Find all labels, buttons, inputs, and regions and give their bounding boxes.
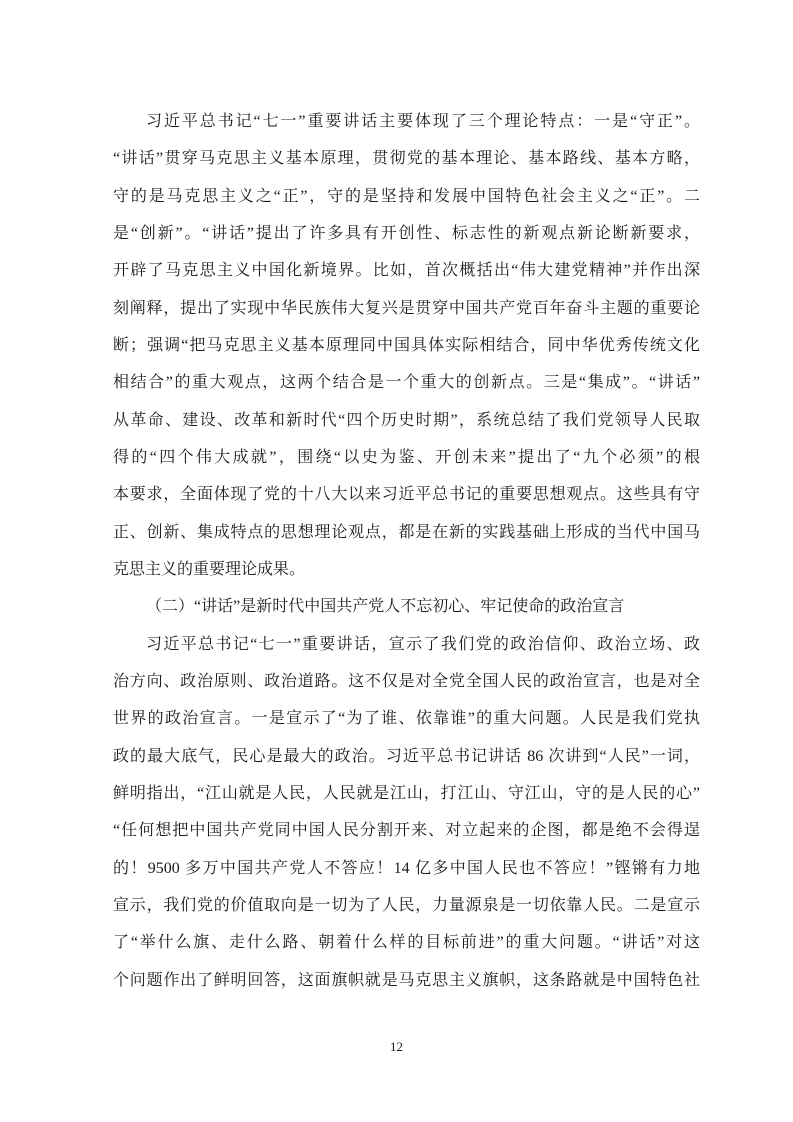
paragraph-line: 习近平总书记“七一”重要讲话，宣示了我们党的政治信仰、政治立场、政 (146, 635, 700, 653)
paragraph-line: 相结合”的重大观点，这两个结合是一个重大的创新点。三是“集成”。“讲话” (113, 374, 700, 392)
paragraph-line: 政的最大底气，民心是最大的政治。习近平总书记讲话 86 次讲到“人民”一词， (113, 747, 700, 765)
paragraph-line: 个问题作出了鲜明回答，这面旗帜就是马克思主义旗帜，这条路就是中国特色社 (113, 971, 700, 989)
paragraph-line: 世界的政治宣言。一是宣示了“为了谁、依靠谁”的重大问题。人民是我们党执 (113, 710, 700, 728)
paragraph-line: 克思主义的重要理论成果。 (113, 560, 306, 578)
paragraph-line: 是“创新”。“讲话”提出了许多具有开创性、标志性的新观点新论断新要求， (113, 224, 700, 242)
paragraph-line: “任何想把中国共产党同中国人民分割开来、对立起来的企图，都是绝不会得逞 (113, 822, 700, 840)
paragraph-line: 的！9500 多万中国共产党人不答应！14 亿多中国人民也不答应！”铿锵有力地 (113, 859, 700, 877)
section-heading: （二）“讲话”是新时代中国共产党人不忘初心、牢记使命的政治宣言 (146, 598, 625, 616)
paragraph-line: 正、创新、集成特点的思想理论观点，都是在新的实践基础上形成的当代中国马 (113, 523, 700, 541)
paragraph-line: 断；强调“把马克思主义基本原理同中国具体实际相结合，同中华优秀传统文化 (113, 336, 700, 354)
paragraph-line: 本要求，全面体现了党的十八大以来习近平总书记的重要思想观点。这些具有守 (113, 486, 700, 504)
paragraph-line: 开辟了马克思主义中国化新境界。比如，首次概括出“伟大建党精神”并作出深 (113, 262, 700, 280)
paragraph-line: 刻阐释，提出了实现中华民族伟大复兴是贯穿中国共产党百年奋斗主题的重要论 (113, 299, 700, 317)
paragraph-line: 宣示，我们党的价值取向是一切为了人民，力量源泉是一切依靠人民。二是宣示 (113, 896, 700, 914)
paragraph-line: 鲜明指出，“江山就是人民，人民就是江山，打江山、守江山，守的是人民的心” (113, 784, 700, 802)
text-block (113, 103, 700, 999)
paragraph-line: 得的“四个伟大成就”，围绕“以史为鉴、开创未来”提出了“九个必须”的根 (113, 448, 700, 466)
paragraph-line: 了“举什么旗、走什么路、朝着什么样的目标前进”的重大问题。“讲话”对这 (113, 934, 700, 952)
paragraph-line: “讲话”贯穿马克思主义基本原理，贯彻党的基本理论、基本路线、基本方略， (113, 150, 700, 168)
paragraph-line: 守的是马克思主义之“正”，守的是坚持和发展中国特色社会主义之“正”。二 (113, 187, 700, 205)
paragraph-line: 治方向、政治原则、政治道路。这不仅是对全党全国人民的政治宣言，也是对全 (113, 672, 700, 690)
paragraph-line: 习近平总书记“七一”重要讲话主要体现了三个理论特点：一是“守正”。 (146, 113, 700, 130)
paragraph-line: 从革命、建设、改革和新时代“四个历史时期”，系统总结了我们党领导人民取 (113, 411, 700, 429)
page-number: 12 (390, 1039, 403, 1054)
